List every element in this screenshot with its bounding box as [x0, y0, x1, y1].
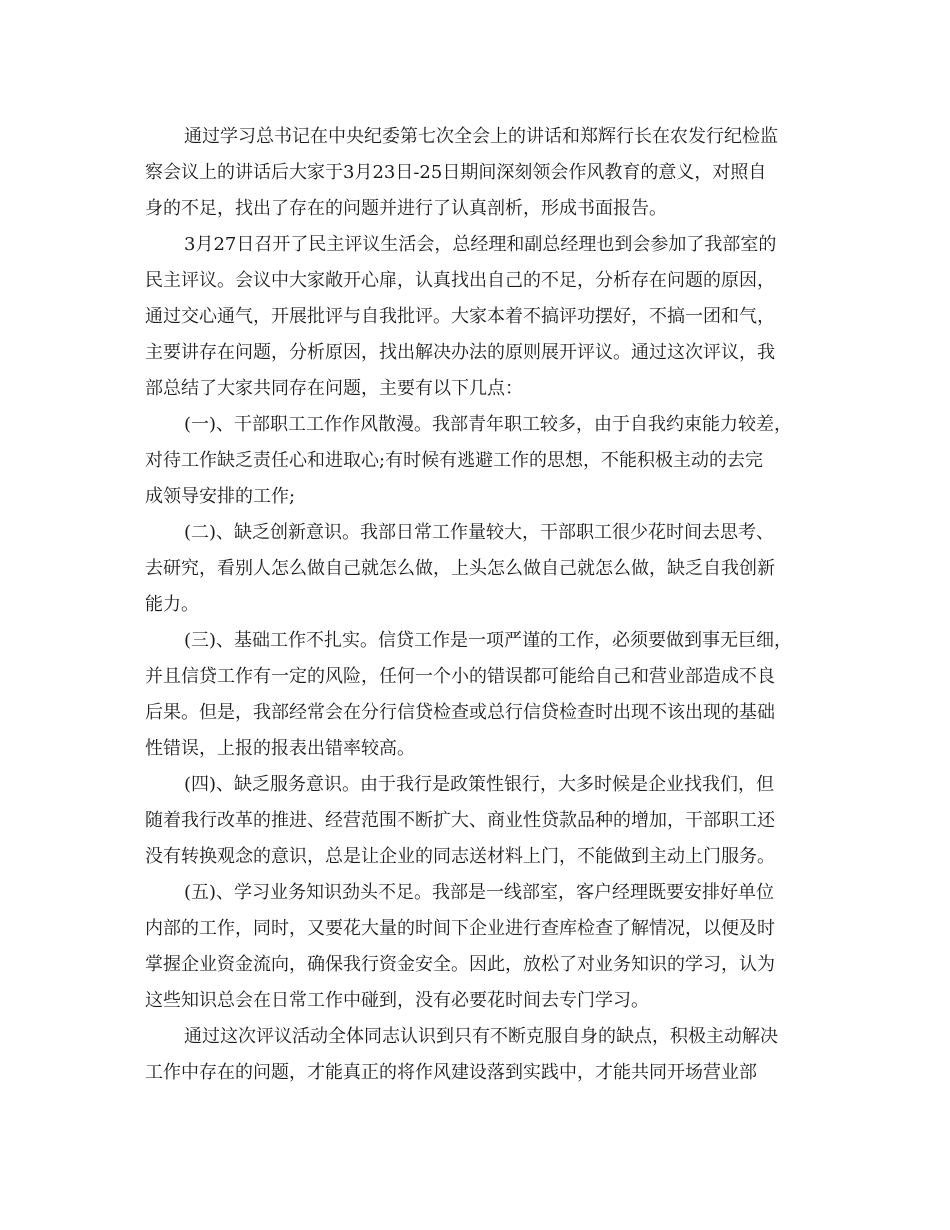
text-line: 部总结了大家共同存在问题，主要有以下几点： — [145, 378, 523, 399]
text-line: (三)、基础工作不扎实。信贷工作是一项严谨的工作，必须要做到事无巨细， — [184, 630, 793, 651]
text-line: 工作中存在的问题，才能真正的将作风建设落到实践中，才能共同开场营业部 — [145, 1062, 757, 1083]
text-line: 去研究，看别人怎么做自己就怎么做，上头怎么做自己就怎么做，缺乏自我创新 — [145, 558, 775, 579]
text-line: 通过交心通气，开展批评与自我批评。大家本着不搞评功摆好，不搞一团和气， — [145, 306, 775, 327]
text-line: 察会议上的讲话后大家于3月23日-25日期间深刻领会作风教育的意义，对照自 — [145, 162, 767, 183]
text-line: 身的不足，找出了存在的问题并进行了认真剖析，形成书面报告。 — [145, 198, 667, 219]
text-line: 对待工作缺乏责任心和进取心;有时候有逃避工作的思想，不能积极主动的去完 — [145, 450, 764, 471]
text-line: 主要讲存在问题，分析原因，找出解决办法的原则展开评议。通过这次评议，我 — [145, 342, 775, 363]
text-line: 性错误，上报的报表出错率较高。 — [145, 738, 415, 759]
text-line: 民主评议。会议中大家敞开心扉，认真找出自己的不足，分析存在问题的原因， — [145, 270, 775, 291]
text-line: 没有转换观念的意识，总是让企业的同志送材料上门，不能做到主动上门服务。 — [145, 846, 775, 867]
text-line: 掌握企业资金流向，确保我行资金安全。因此，放松了对业务知识的学习，认为 — [145, 954, 775, 975]
text-line: 通过学习总书记在中央纪委第七次全会上的讲话和郑辉行长在农发行纪检监 — [184, 126, 778, 147]
text-line: 能力。 — [145, 594, 199, 615]
text-line: 成领导安排的工作; — [145, 486, 296, 507]
text-line: 这些知识总会在日常工作中碰到，没有必要花时间去专门学习。 — [145, 990, 649, 1011]
text-line: 内部的工作，同时，又要花大量的时间下企业进行查库检查了解情况，以便及时 — [145, 918, 775, 939]
text-line: 并且信贷工作有一定的风险，任何一个小的错误都可能给自己和营业部造成不良 — [145, 666, 775, 687]
text-line: 3月27日召开了民主评议生活会，总经理和副总经理也到会参加了我部室的 — [184, 234, 777, 255]
text-line: 随着我行改革的推进、经营范围不断扩大、商业性贷款品种的增加，干部职工还 — [145, 810, 775, 831]
text-line: 通过这次评议活动全体同志认识到只有不断克服自身的缺点，积极主动解决 — [184, 1026, 778, 1047]
text-line: (五)、学习业务知识劲头不足。我部是一线部室，客户经理既要安排好单位 — [184, 882, 775, 903]
text-line: (四)、缺乏服务意识。由于我行是政策性银行，大多时候是企业找我们，但 — [184, 774, 775, 795]
text-line: 后果。但是，我部经常会在分行信贷检查或总行信贷检查时出现不该出现的基础 — [145, 702, 775, 723]
text-line: (二)、缺乏创新意识。我部日常工作量较大，干部职工很少花时间去思考、 — [184, 522, 775, 543]
text-line: (一)、干部职工工作作风散漫。我部青年职工较多，由于自我约束能力较差， — [184, 414, 793, 435]
